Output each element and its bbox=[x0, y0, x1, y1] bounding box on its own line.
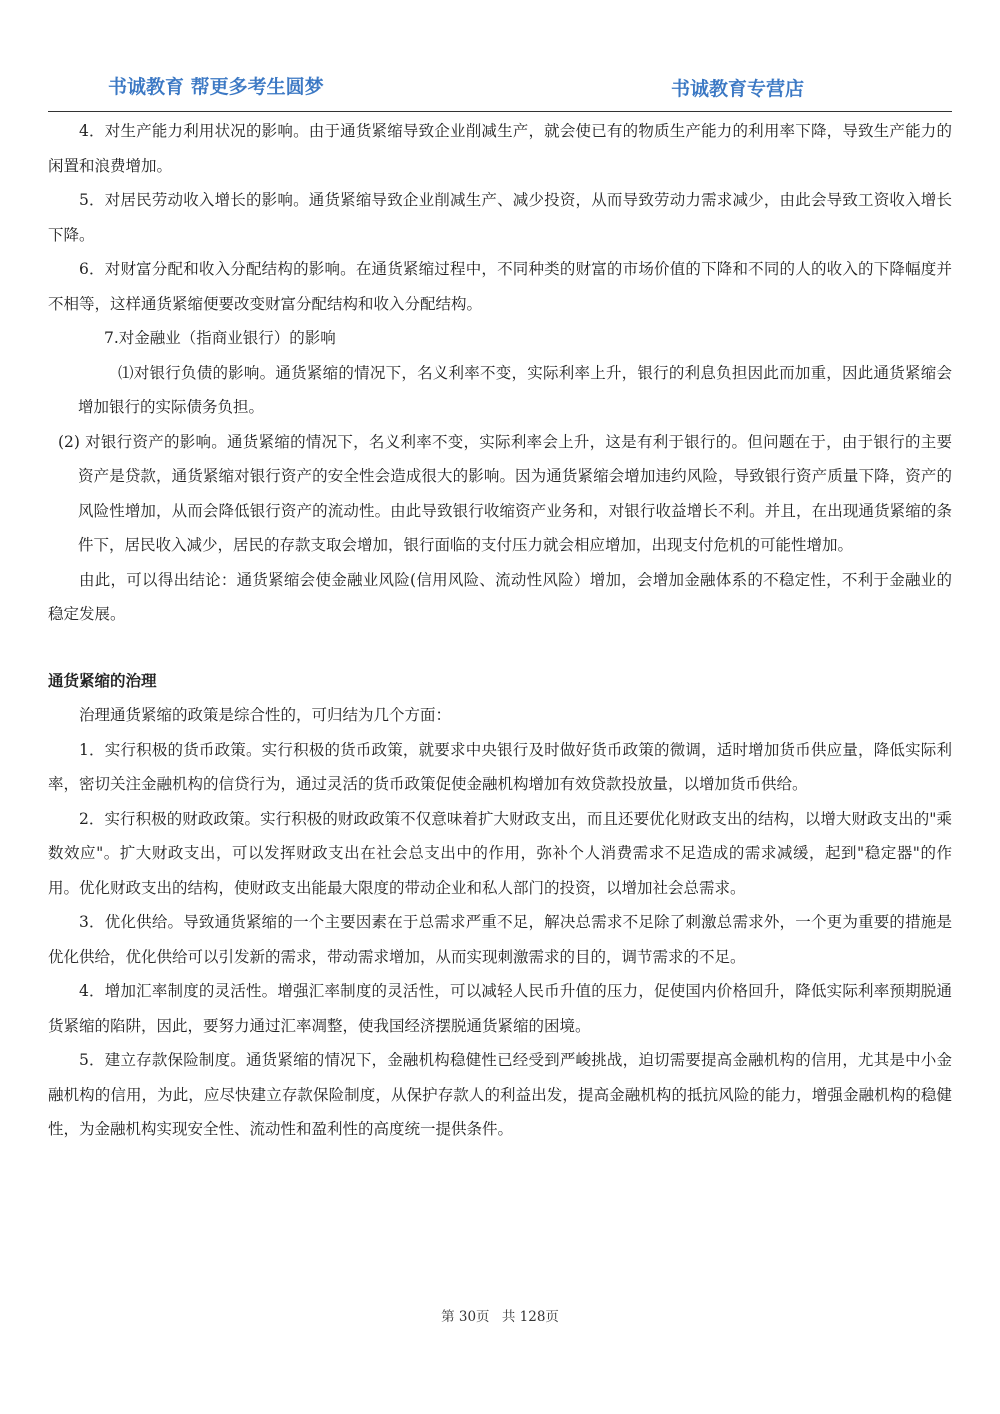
paragraph-conclusion: 由此，可以得出结论：通货紧缩会使金融业风险(信用风险、流动性风险）增加，会增加金融体系的不稳定性，不利于金融业的稳定发展。 bbox=[48, 570, 952, 623]
header-store-name: 书诚教育专营店 bbox=[670, 78, 804, 100]
section-title: 通货紧缩的治理 bbox=[48, 671, 157, 690]
page-number: 第 30页 bbox=[441, 1309, 490, 1325]
list-item: 1．实行积极的货币政策。实行积极的货币政策，就要求中央银行及时做好货币政策的微调，适时增加货币供应量，降低实际利率，密切关注金融机构的信贷行为，通过灵活的货币政策促使金融机构增加有效贷款投放量，以增加货币供给。 bbox=[48, 740, 952, 793]
section-intro: 治理通货紧缩的政策是综合性的，可归结为几个方面： bbox=[79, 706, 452, 724]
page-header bbox=[48, 72, 952, 102]
page-footer bbox=[0, 1305, 1000, 1325]
list-item: 2．实行积极的财政政策。实行积极的财政政策不仅意味着扩大财政支出，而且还要优化财政支出的结构，以增大财政支出的"乘数效应"。扩大财政支出，可以发挥财政支出在社会总支出中的作用，弥补个人消费需求不足造成的需求减缓，起到"稳定器"的作用。优化财政支出的结构，使财政支出能最大限度的带动企业和私人部门的投资，以增加社会总需求。 bbox=[48, 809, 952, 897]
paragraph-labor-income: 5．对居民劳动收入增长的影响。通货紧缩导致企业削减生产、减少投资，从而导致劳动力需求减少，由此会导致工资收入增长下降。 bbox=[48, 191, 952, 244]
page-total: 共 128页 bbox=[501, 1309, 559, 1325]
header-slogan: 书诚教育 帮更多考生圆梦 bbox=[108, 76, 324, 98]
paragraph-wealth-distribution: 6．对财富分配和收入分配结构的影响。在通货紧缩过程中，不同种类的财富的市场价值的下降和不同的人的收入的下降幅度并不相等，这样通货紧缩便要改变财富分配结构和收入分配结构。 bbox=[48, 260, 952, 313]
header-divider bbox=[48, 111, 952, 112]
list-item: 5．建立存款保险制度。通货紧缩的情况下，金融机构稳健性已经受到严峻挑战，迫切需要提高金融机构的信用，尤其是中小金融机构的信用，为此，应尽快建立存款保险制度，从保护存款人的利益出发，提高金融机构的抵抗风险的能力，增强金融机构的稳健性，为金融机构实现安全性、流动性和盈利性的高度统一提供条件。 bbox=[48, 1051, 952, 1138]
section-spacer bbox=[48, 632, 952, 664]
paragraph-bank-assets: (2) 对银行资产的影响。通货紧缩的情况下，名义利率不变，实际利率会上升，这是有利于银行的。但问题在于，由于银行的主要资产是贷款，通货紧缩对银行资产的安全性会造成很大的影响。因为通货紧缩会增加违约风险，导致银行资产质量下降，资产的风险性增加，从而会降低银行资产的流动性。由此导致银行收缩资产业务和，对银行收益增长不利。并且，在出现通货紧缩的条件下，居民收入减少，居民的存款支取会增加，银行面临的支付压力就会相应增加，出现支付危机的可能性增加。 bbox=[58, 432, 952, 554]
paragraph-bank-liabilities: ⑴对银行负债的影响。通货紧缩的情况下，名义利率不变，实际利率上升，银行的利息负担因此而加重，因此通货紧缩会增加银行的实际债务负担。 bbox=[78, 363, 952, 416]
paragraph-financial-industry: 7.对金融业（指商业银行）的影响 bbox=[104, 329, 336, 347]
list-item: 4．增加汇率制度的灵活性。增强汇率制度的灵活性，可以减轻人民币升值的压力，促使国内价格回升，降低实际利率预期脱通货紧缩的陷阱，因此，要努力通过汇率凋整，使我国经济摆脱通货紧缩的困境。 bbox=[48, 982, 952, 1035]
paragraph-capacity-utilization: 4．对生产能力利用状况的影响。由于通货紧缩导致企业削减生产，就会使已有的物质生产能力的利用率下降，导致生产能力的闲置和浪费增加。 bbox=[48, 122, 952, 175]
list-item: 3．优化供给。导致通货紧缩的一个主要因素在于总需求严重不足，解决总需求不足除了刺激总需求外，一个更为重要的措施是优化供给，优化供给可以引发新的需求，带动需求增加，从而实现刺激需求的目的，调节需求的不足。 bbox=[48, 913, 952, 966]
document-body bbox=[48, 114, 952, 1147]
